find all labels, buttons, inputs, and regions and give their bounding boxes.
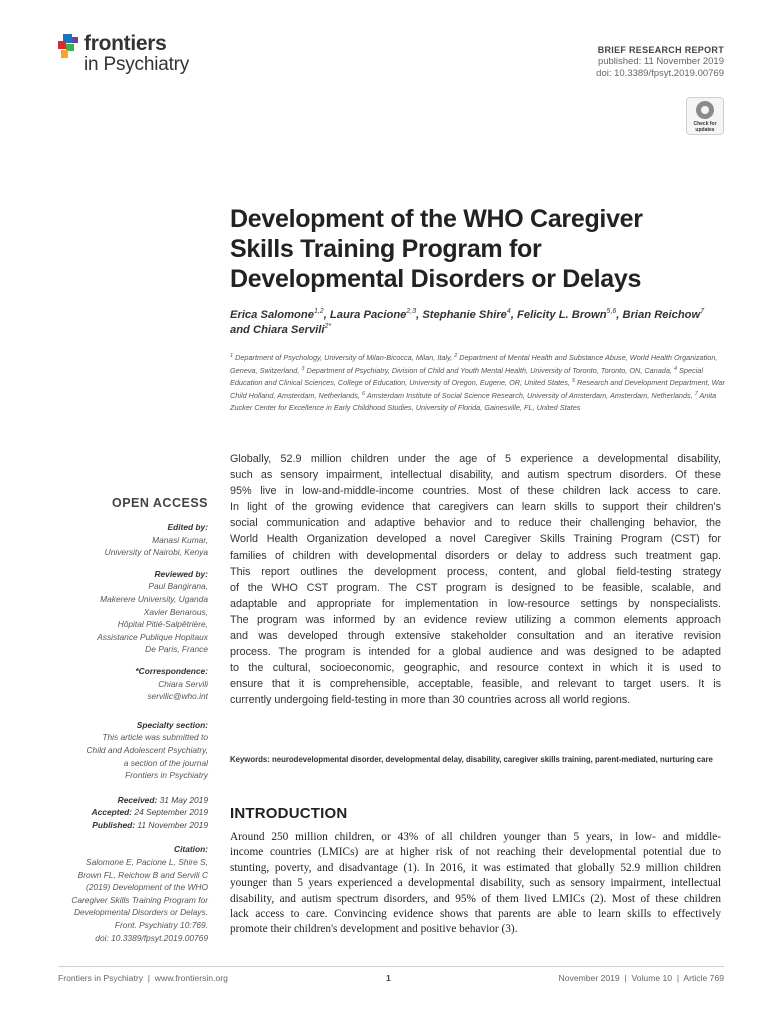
- intro-line: disability, and autism spectrum disorders, and 95% of them lived LMICs (2). Most of these children: [230, 892, 721, 905]
- correspondence-name: Chiara Servili: [158, 678, 208, 689]
- reviewer-line: Xavier Benarous,: [143, 606, 208, 617]
- intro-line: younger than 5 years experienced a developmental disability, such as sensory impairment, intellectual: [230, 877, 721, 890]
- citation-line: Brown FL, Reichow B and Servili C: [77, 869, 208, 880]
- published-date-sidebar: Published: 11 November 2019: [92, 819, 208, 830]
- citation-line: Salomone E, Pacione L, Shire S,: [86, 857, 208, 868]
- keywords: Keywords: neurodevelopmental disorder, developmental delay, disability, caregiver skills training, parent-mediated, nurturing care: [230, 755, 713, 764]
- abstract-line: of the WHO CST program. The CST program is designed to be feasible, scalable, and: [230, 581, 721, 594]
- abstract-line: This report outlines the development process, content, and global field-testing strategy: [230, 565, 721, 578]
- abstract-line: In light of the growing evidence that caregivers can learn skills to support their children's: [230, 501, 721, 514]
- abstract-line: The program was informed by an evidence review utilizing a common elements approach: [230, 613, 721, 626]
- author-list: Erica Salomone$^{1,2}$, Laura Pacione$^{2,3}$, Stephanie Shire$^4$, Felicity L. Brown$^{5,6}$, Brian Reichow$^7$ and Chiara Servili$^{2*}$: [230, 308, 705, 336]
- affiliations: $^1$ Department of Psychology, University of Milan-Bicocca, Milan, Italy, $^2$ Department of Mental Health and Substance Abuse, World Health Organization, Geneva, Switzerland, $^3$ Department of Psychiatry, Division of Child and Youth Mental Health, University of Toronto, Toronto, ON, Canada, $^4$ Special Education and Clinical Sciences, College of Education, University of Oregon, Eugene, OR, United States, $^5$ Research and Development Department, War Child Holland, Amsterdam, Netherlands, $^6$ Amsterdam Institute of Social Science Research, University of Amsterdam, Amsterdam, Netherlands, $^7$ Anita Zucker Center for Excellence in Early Childhood Studies, University of Florida, Gainesville, FL, United States: [230, 353, 725, 412]
- citation-label: Citation:: [174, 844, 208, 855]
- abstract-line: to the cultural, socioeconomic, geographic, and resource context in which it is used to: [230, 662, 721, 675]
- citation-line: Caregiver Skills Training Program for: [71, 894, 208, 905]
- specialty-line: a section of the journal: [123, 757, 208, 768]
- reviewer-line: Assistance Publique Hopitaux: [97, 631, 208, 642]
- reviewer-line: De Paris, France: [145, 644, 208, 655]
- reviewed-by-block: [58, 568, 208, 656]
- abstract-line: currently undergoing field-testing in more than 30 countries across all world regions.: [230, 694, 631, 707]
- abstract-line: families of children with developmental disorders or delay to address such treatment gap.: [230, 549, 721, 562]
- check-for-updates-badge[interactable]: [686, 97, 724, 135]
- edited-by-block: [58, 521, 208, 559]
- logo-word-frontiers: frontiers: [84, 32, 167, 55]
- specialty-block: [58, 719, 208, 782]
- author[interactable]: Felicity L. Brown$^{5,6}$: [517, 308, 617, 321]
- abstract-line: ensure that it is comprehensible, acceptable, feasible, and relevant to target users. It is: [230, 678, 721, 691]
- check-updates-label: Check for updates: [693, 121, 717, 133]
- title-line: Developmental Disorders or Delays: [230, 265, 642, 293]
- frontiers-logo-icon: [58, 34, 84, 60]
- received-date: Received: 31 May 2019: [117, 794, 208, 805]
- published-date: published: 11 November 2019: [597, 56, 724, 67]
- abstract-line: adaptable and appropriate for implementation in low-resource settings by nonspecialists.: [230, 597, 721, 610]
- article-title: [230, 204, 730, 294]
- specialty-line: Frontiers in Psychiatry: [125, 770, 208, 781]
- reviewed-by-label: Reviewed by:: [154, 568, 208, 579]
- page-number: 1: [386, 973, 391, 983]
- specialty-line: Child and Adolescent Psychiatry,: [86, 744, 208, 755]
- intro-line: lack access to care. Convincing evidence shows that parents are able to learn skills to effectively: [230, 908, 721, 921]
- citation-line: Developmental Disorders or Delays.: [73, 907, 208, 918]
- dates-block: [58, 794, 208, 832]
- reviewer-line: Makerere University, Uganda: [100, 593, 208, 604]
- abstract-line: Globally, 52.9 million children under the age of 5 experience a developmental disability,: [230, 453, 721, 465]
- citation-doi[interactable]: doi: 10.3389/fpsyt.2019.00769: [95, 932, 208, 943]
- abstract-line: World Health Organization developed a novel Caregiver Skills Training Program (CST) for: [230, 533, 721, 546]
- affiliation: Department of Mental Health and Substance Abuse, World Health Organization, Geneva, Switzerland,: [230, 353, 718, 375]
- citation-block: [58, 843, 208, 944]
- reviewer-line: Paul Bangirana,: [148, 581, 208, 592]
- journal-logo[interactable]: [58, 32, 208, 82]
- logo-word-journal: in Psychiatry: [84, 54, 190, 75]
- author[interactable]: Laura Pacione$^{2,3}$: [329, 308, 417, 321]
- intro-line: stunting, poverty, and disadvantage (1). In 2016, it was estimated that globally 52.9 million children: [230, 861, 721, 874]
- editor-line: University of Nairobi, Kenya: [104, 547, 208, 558]
- introduction-text: [230, 830, 721, 938]
- title-line: Skills Training Program for: [230, 235, 542, 263]
- article-header-info: [596, 44, 724, 80]
- affiliation: Special Education and Clinical Sciences, College of Education, University of Oregon, Eugene, OR, United States,: [230, 365, 703, 387]
- intro-line: income countries (LMICs) are at higher risk of not reaching their developmental potential due to: [230, 846, 721, 859]
- abstract-line: social communication and adaptive behavior and to reduce their challenging behavior, the: [230, 517, 721, 530]
- footer-journal-website[interactable]: Frontiers in Psychiatry | www.frontiersin.org: [58, 973, 228, 983]
- footer-divider: [58, 966, 724, 967]
- abstract: [230, 451, 721, 709]
- correspondence-email[interactable]: servilic@who.int: [147, 691, 208, 702]
- specialty-label: Specialty section:: [136, 719, 208, 730]
- article-type: BRIEF RESEARCH REPORT: [597, 45, 724, 55]
- section-heading-introduction: INTRODUCTION: [230, 805, 348, 822]
- affiliation: Amsterdam Institute of Social Science Research, University of Amsterdam, Amsterdam, Netherlands,: [365, 390, 695, 400]
- citation-line: (2019) Development of the WHO: [86, 882, 208, 893]
- affiliation: Research and Development Department, War Child Holland, Amsterdam, Netherlands,: [230, 378, 725, 400]
- abstract-line: such as sensory impairment, intellectual disability, and autism spectrum disorders. Of these: [230, 469, 721, 482]
- affiliation: Department of Psychology, University of Milan-Bicocca, Milan, Italy,: [233, 353, 455, 362]
- author[interactable]: Erica Salomone$^{1,2}$: [230, 308, 324, 321]
- footer-issue-info: November 2019 | Volume 10 | Article 769: [558, 973, 724, 983]
- reviewer-line: Hôpital Pitié-Salpêtrière,: [117, 619, 208, 630]
- citation-line: Front. Psychiatry 10:769.: [114, 920, 208, 931]
- open-access-heading: OPEN ACCESS: [111, 496, 208, 510]
- abstract-line: process. The program is intended for a global audience and was designed to be adapted: [230, 646, 721, 659]
- abstract-line: 95% live in low-and-middle-income countries. Most of these children lack access to care.: [230, 485, 721, 498]
- abstract-line: and was developed through extensive stakeholder consultation and an iterative revision: [230, 630, 721, 643]
- affiliation: Anita Zucker Center for Excellence in Early Childhood Studies, University of Florida, Gainesville, FL, United States: [230, 390, 717, 412]
- title-line: Development of the WHO Caregiver: [230, 205, 643, 233]
- article-sidebar: [58, 496, 208, 953]
- intro-line: promote their children's development and positive behavior (3).: [230, 923, 518, 936]
- author[interactable]: and Chiara Servili$^{2*}$: [230, 323, 332, 336]
- specialty-line: This article was submitted to: [102, 732, 208, 743]
- correspondence-label: *Correspondence:: [135, 665, 208, 676]
- author[interactable]: Brian Reichow$^7$: [622, 308, 705, 321]
- accepted-date: Accepted: 24 September 2019: [91, 807, 208, 818]
- affiliation: Department of Psychiatry, Division of Child and Youth Mental Health, University of Toronto, Toronto, ON, Canada,: [304, 365, 674, 375]
- author[interactable]: Stephanie Shire$^4$: [422, 308, 511, 321]
- edited-by-label: Edited by:: [167, 522, 208, 532]
- correspondence-block: [58, 665, 208, 703]
- check-updates-icon: [696, 101, 714, 119]
- article-doi[interactable]: doi: 10.3389/fpsyt.2019.00769: [596, 68, 724, 79]
- intro-line: Around 250 million children, or 43% of all children younger than 5 years, in low- and middle-: [230, 831, 721, 843]
- editor-line: Manasi Kumar,: [152, 534, 208, 545]
